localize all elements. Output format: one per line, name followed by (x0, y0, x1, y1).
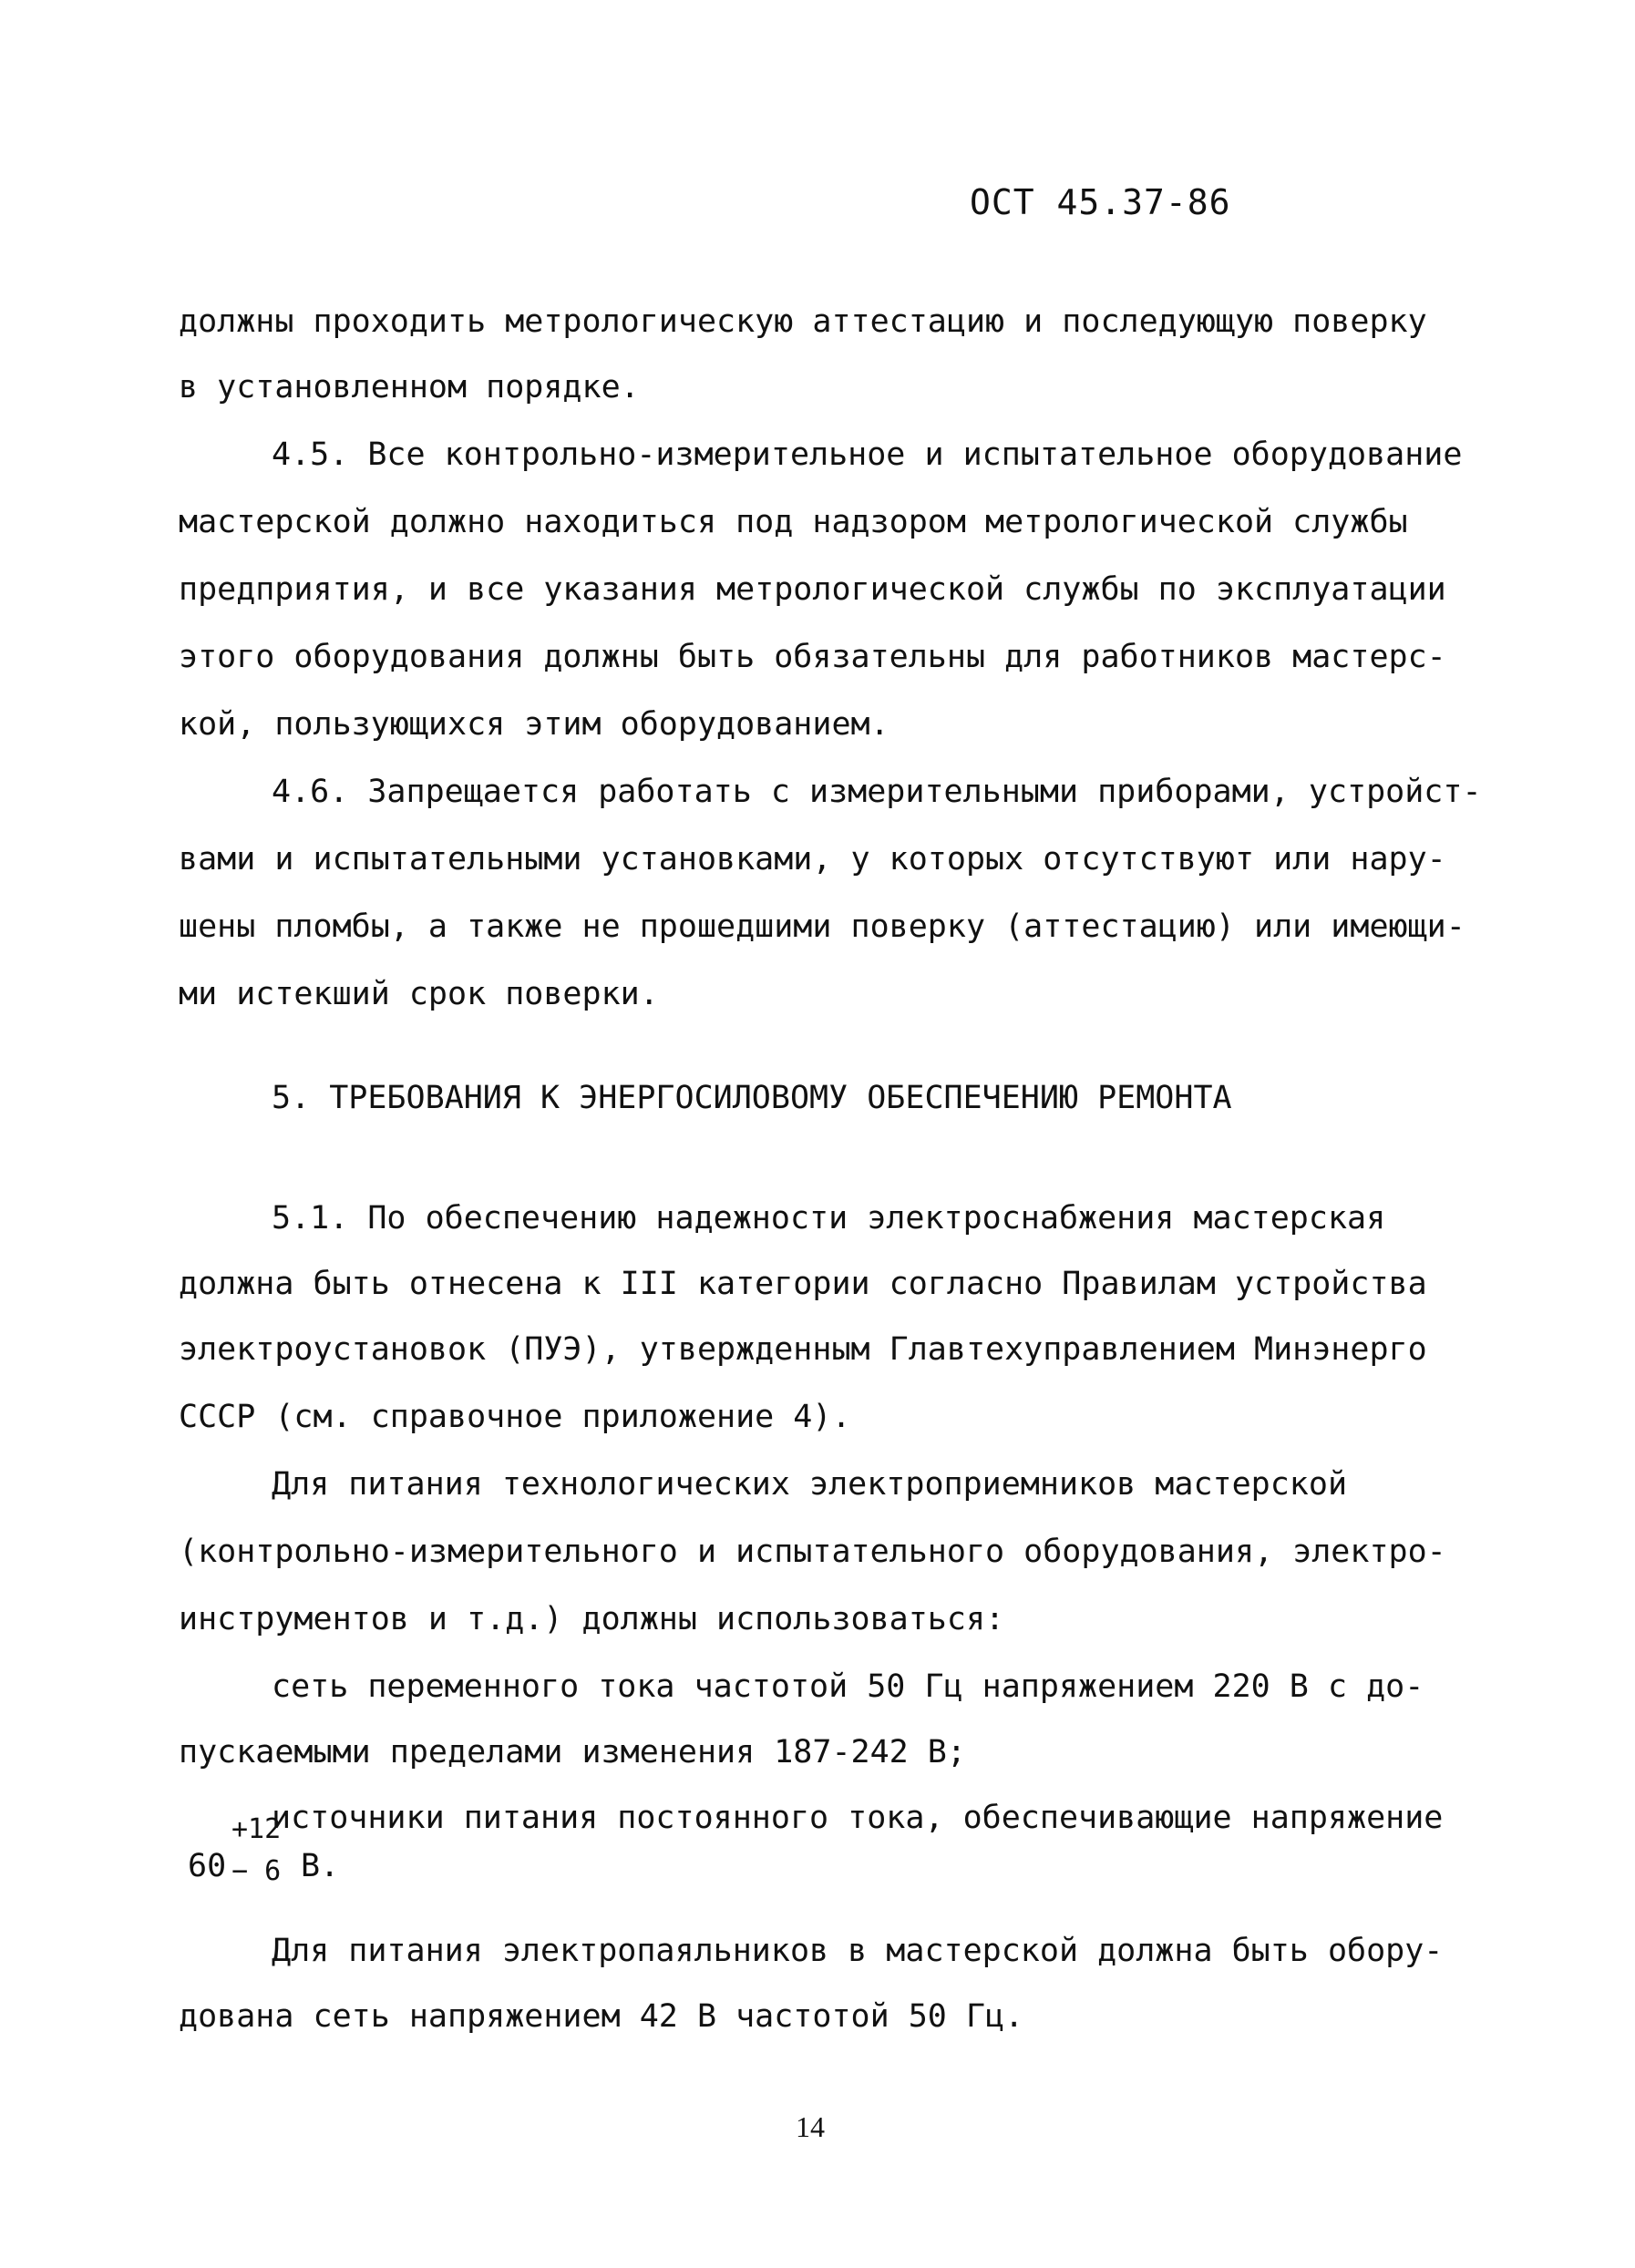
page-number: 14 (796, 2110, 825, 2143)
paragraph-line: должна быть отнесена к III категории согласно Правилам устройства (179, 1266, 1427, 1302)
paragraph-line: Для питания технологических электроприемников мастерской (272, 1466, 1348, 1503)
paragraph-line: шены пломбы, а также не прошедшими поверку (аттестацию) или имеющи- (179, 908, 1465, 945)
document-code: ОСТ 45.37-86 (970, 182, 1231, 222)
formula-base-value: 60 (188, 1848, 227, 1884)
paragraph-line: сеть переменного тока частотой 50 Гц напряжением 220 В с до- (272, 1668, 1424, 1705)
paragraph-line: кой, пользующихся этим оборудованием. (179, 706, 889, 743)
formula-tolerance (231, 1813, 295, 1904)
paragraph-line: 5.1. По обеспечению надежности электроснабжения мастерская (272, 1200, 1386, 1237)
paragraph-line: вами и испытательными установками, у которых отсутствуют или нару- (179, 841, 1446, 877)
paragraph-line: пускаемыми пределами изменения 187-242 В; (179, 1734, 966, 1770)
formula-upper-tolerance: +12 (231, 1813, 282, 1845)
paragraph-line: электроустановок (ПУЭ), утвержденным Главтехуправлением Минэнерго (179, 1331, 1427, 1368)
paragraph-line: мастерской должно находиться под надзором метрологической службы (179, 504, 1408, 540)
paragraph-line: 4.5. Все контрольно-измерительное и испытательное оборудование (272, 436, 1463, 473)
paragraph-line: источники питания постоянного тока, обеспечивающие напряжение (272, 1800, 1444, 1836)
section-heading: 5. ТРЕБОВАНИЯ К ЭНЕРГОСИЛОВОМУ ОБЕСПЕЧЕНИЮ РЕМОНТА (272, 1080, 1232, 1116)
paragraph-line: ми истекший срок поверки. (179, 976, 659, 1012)
paragraph-line: дована сеть напряжением 42 В частотой 50 Гц. (179, 1998, 1024, 2035)
paragraph-line: инструментов и т.д.) должны использоваться: (179, 1601, 1005, 1637)
paragraph-line: (контрольно-измерительного и испытательного оборудования, электро- (179, 1534, 1446, 1570)
formula-unit: В. (301, 1848, 340, 1884)
formula-lower-tolerance: − 6 (231, 1855, 282, 1887)
paragraph-line: предприятия, и все указания метрологической службы по эксплуатации (179, 571, 1446, 608)
paragraph-line: СССР (см. справочное приложение 4). (179, 1399, 851, 1435)
paragraph-line: этого оборудования должны быть обязательны для работников мастерс- (179, 639, 1446, 675)
paragraph-line: Для питания электропаяльников в мастерской должна быть обору- (272, 1933, 1444, 1969)
paragraph-line: должны проходить метрологическую аттестацию и последующую поверку (179, 303, 1427, 340)
paragraph-line: 4.6. Запрещается работать с измерительными приборами, устройст- (272, 774, 1482, 810)
paragraph-line: в установленном порядке. (179, 369, 640, 405)
